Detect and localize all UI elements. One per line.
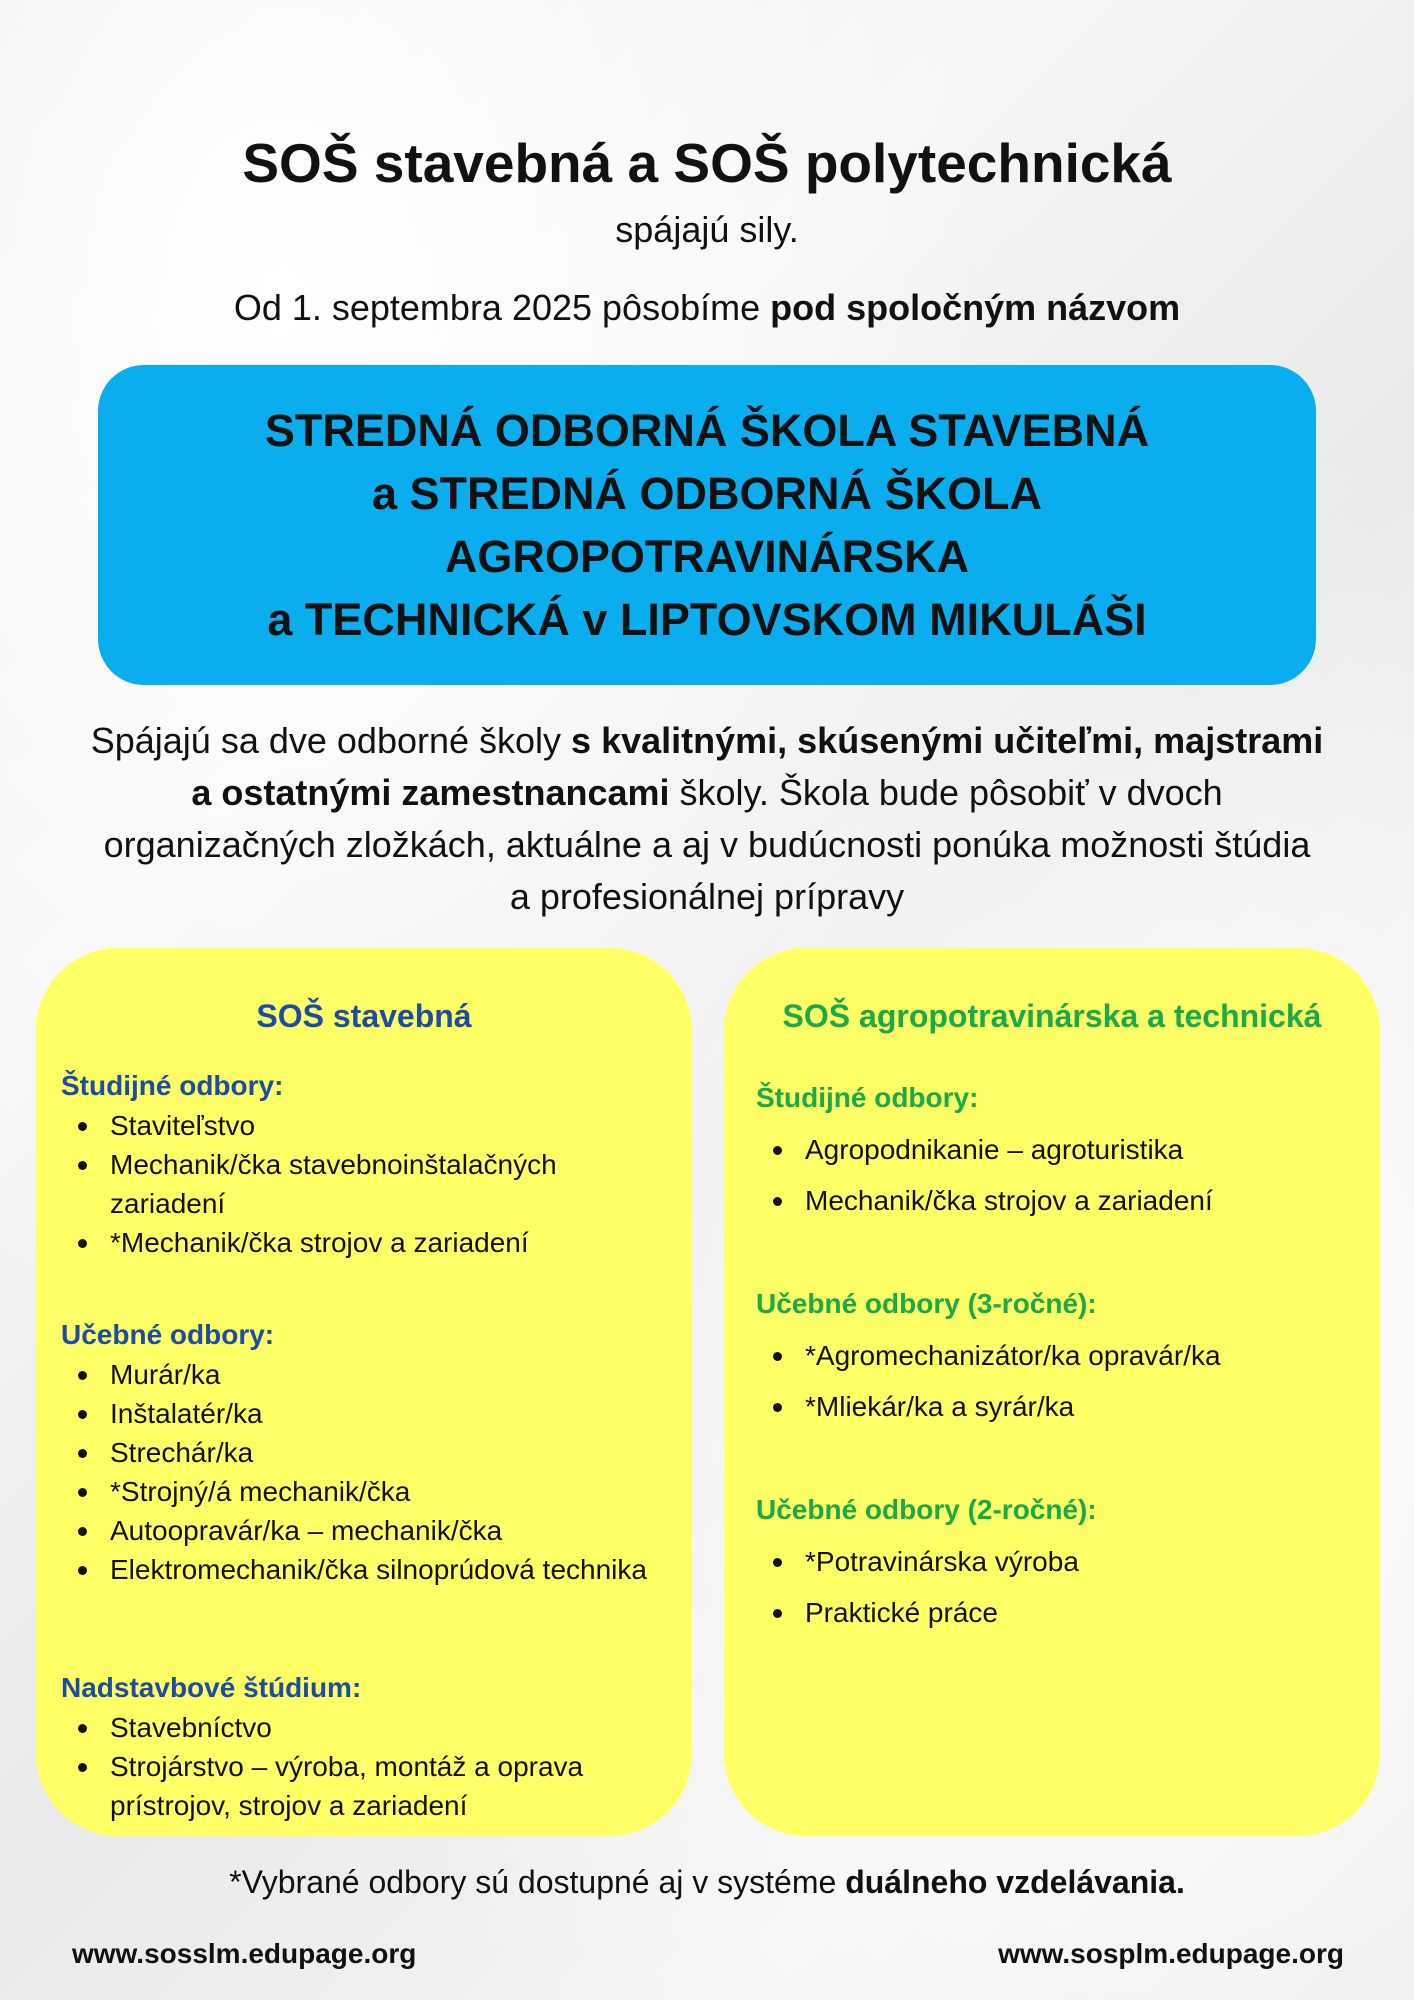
list-item: Agropodnikanie – agroturistika [756, 1130, 1366, 1169]
since-date-line [0, 283, 1414, 333]
list-item: Autoopravár/ka – mechanik/čka [61, 1511, 671, 1550]
list-item: *Strojný/á mechanik/čka [61, 1472, 671, 1511]
page-title: SOŠ stavebná a SOŠ polytechnická [242, 132, 1172, 194]
card-title: SOŠ stavebná [256, 998, 472, 1034]
list-item: Staviteľstvo [61, 1106, 671, 1145]
intro-text: Spájajú sa dve odborné školy [90, 720, 572, 761]
apprenticeship-3yr-list [756, 1336, 1366, 1438]
school-name-banner [98, 365, 1316, 685]
page-subtitle: spájajú sily. [615, 209, 799, 250]
section-heading: Študijné odbory: [756, 1082, 979, 1113]
list-item: Murár/ka [61, 1355, 671, 1394]
website-link-sosslm[interactable]: www.sosslm.edupage.org [72, 1938, 417, 1969]
list-item: Strojárstvo – výroba, montáž a oprava prístrojov, strojov a zariadení [61, 1747, 671, 1825]
since-bold-text: pod spoločným názvom [770, 287, 1181, 328]
school-name-line: a STREDNÁ ODBORNÁ ŠKOLA [371, 468, 1043, 519]
footnote-bold-text: duálneho vzdelávania. [845, 1864, 1185, 1900]
intro-text: školy. Škola bude pôsobiť v dvoch organizačných zložkách, aktuálne a aj v budúcnosti ponúka možnosti štúdia a profesionálnej prípravy [103, 772, 1311, 917]
apprenticeship-list [61, 1355, 671, 1589]
website-link-sosplm[interactable]: www.sosplm.edupage.org [998, 1938, 1344, 1969]
intro-bold-text: s kvalitnými, skúsenými učiteľmi, majstrami a ostatnými zamestnancami [191, 720, 1324, 813]
section-heading: Učebné odbory (2-ročné): [756, 1494, 1097, 1525]
school-name-line: AGROPOTRAVINÁRSKA [444, 531, 970, 582]
school-name-line: a TECHNICKÁ v LIPTOVSKOM MIKULÁŠI [267, 594, 1147, 645]
list-item: *Agromechanizátor/ka opravár/ka [756, 1336, 1366, 1375]
dual-education-footnote [0, 1860, 1414, 1904]
card-sos-agropotravinarska [724, 948, 1380, 1836]
list-item: Stavebníctvo [61, 1708, 671, 1747]
section-heading: Nadstavbové štúdium: [61, 1672, 362, 1703]
extension-study-list [61, 1708, 671, 1825]
list-item: Elektromechanik/čka silnoprúdová technika [61, 1550, 671, 1589]
list-item: *Mliekár/ka a syrár/ka [756, 1387, 1366, 1426]
since-text: Od 1. septembra 2025 pôsobíme [233, 287, 771, 328]
list-item: Inštalatér/ka [61, 1394, 671, 1433]
study-programs-list [756, 1130, 1366, 1232]
study-programs-list [61, 1106, 671, 1262]
list-item: Mechanik/čka stavebnoinštalačných zariadení [61, 1145, 671, 1223]
section-heading: Učebné odbory: [61, 1319, 275, 1350]
footnote-text: *Vybrané odbory sú dostupné aj v systéme [229, 1864, 846, 1900]
card-sos-stavebna [36, 948, 692, 1836]
school-name [265, 399, 1149, 651]
list-item: Mechanik/čka strojov a zariadení [756, 1181, 1366, 1220]
list-item: *Potravinárska výroba [756, 1542, 1366, 1581]
school-name-line: STREDNÁ ODBORNÁ ŠKOLA STAVEBNÁ [264, 405, 1150, 456]
section-heading: Študijné odbory: [61, 1070, 284, 1101]
apprenticeship-2yr-list [756, 1542, 1366, 1644]
list-item: Strechár/ka [61, 1433, 671, 1472]
list-item: Praktické práce [756, 1593, 1366, 1632]
card-title: SOŠ agropotravinárska a technická [782, 998, 1322, 1034]
intro-paragraph [90, 715, 1324, 923]
list-item: *Mechanik/čka strojov a zariadení [61, 1223, 671, 1262]
section-heading: Učebné odbory (3-ročné): [756, 1288, 1097, 1319]
